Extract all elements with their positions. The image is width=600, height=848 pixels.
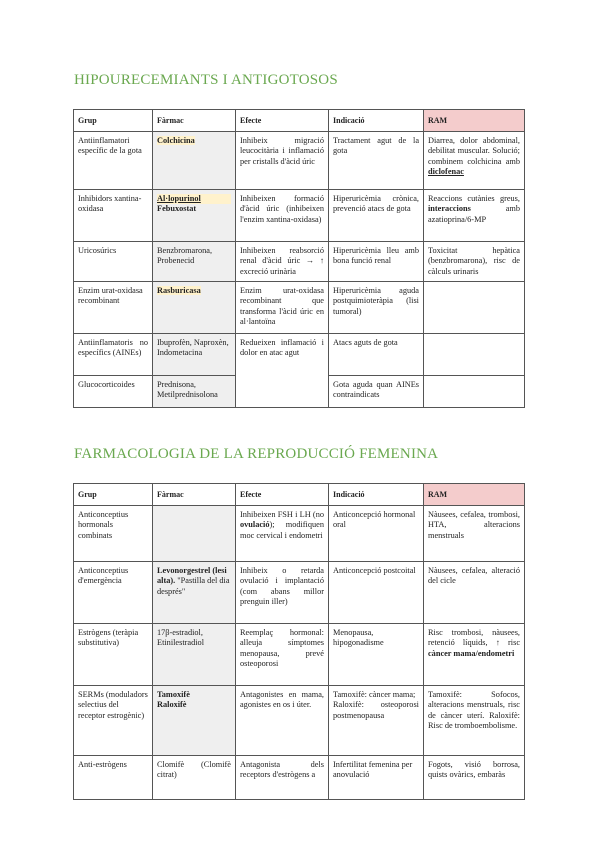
table-row <box>74 242 525 282</box>
cell-efecte: Inhibeixen formació d'àcid úric (inhibeixen l'enzim xantina-oxidasa) <box>236 190 329 242</box>
cell-grup: SERMs (moduladors selectius del receptor estrogènic) <box>74 686 153 756</box>
cell-farmac: Prednisona, Metilprednisolona <box>153 376 236 408</box>
cell-grup: Anti-estrògens <box>74 756 153 800</box>
drug-name: Levonorgestrel (lesi alta). <box>157 566 227 586</box>
cell-grup: Anticonceptius hormonals combinats <box>74 506 153 562</box>
ram-highlight: càncer mama/endometri <box>428 648 515 658</box>
table-row <box>74 190 525 242</box>
section-title-reproduccio: FARMACOLOGIA DE LA REPRODUCCIÓ FEMENINA <box>74 446 439 462</box>
table-row <box>74 686 525 756</box>
cell-indicacio: Hiperuricèmia crònica, prevenció atacs de gota <box>329 190 424 242</box>
header-ram: RAM <box>424 484 525 506</box>
cell-indicacio: Hiperuricèmia aguda postquimioteràpia (lisi tumoral) <box>329 282 424 334</box>
table-row <box>74 562 525 624</box>
cell-ram <box>424 334 525 376</box>
cell-efecte: Inhibeixen reabsorció renal d'àcid úric → ↑ excreció urinària <box>236 242 329 282</box>
cell-ram <box>424 132 525 190</box>
table-header-row <box>74 110 525 132</box>
header-efecte: Efecte <box>236 484 329 506</box>
cell-ram: Tamoxifè: Sofocos, alteracions menstruals, risc de càncer uterí. Raloxifè: Risc de tromboembolisme. <box>424 686 525 756</box>
drug-note: "Pastilla del dia després" <box>157 576 230 596</box>
header-ram: RAM <box>424 110 525 132</box>
cell-grup: Enzim urat-oxidasa recombinant <box>74 282 153 334</box>
cell-farmac <box>153 506 236 562</box>
indicacio-line: Raloxifè: osteoporosi postmenopausa <box>333 700 419 720</box>
table-header-row <box>74 484 525 506</box>
cell-grup: Inhibidors xantina-oxidasa <box>74 190 153 242</box>
cell-indicacio: Hiperuricèmia lleu amb bona funció renal <box>329 242 424 282</box>
drug-name: Al·lopurinol <box>157 194 231 204</box>
cell-efecte: Reemplaç hormonal: alleuja símptomes menopausa, prevé osteoporosi <box>236 624 329 686</box>
cell-ram: Fogots, visió borrosa, quists ovàrics, embaràs <box>424 756 525 800</box>
cell-ram <box>424 624 525 686</box>
indicacio-line: Tamoxifè: càncer mama; <box>333 690 416 699</box>
cell-indicacio: Menopausa, hipogonadisme <box>329 624 424 686</box>
ram-text: Diarrea, dolor abdominal, debilitat muscular. Solució; combinem colchicina amb <box>428 136 520 166</box>
header-grup: Grup <box>74 110 153 132</box>
cell-indicacio <box>329 686 424 756</box>
cell-indicacio: Gota aguda quan AINEs contraindicats <box>329 376 424 408</box>
cell-farmac <box>153 686 236 756</box>
cell-farmac <box>153 190 236 242</box>
table-reproduccio-femenina <box>73 483 525 800</box>
cell-indicacio: Anticoncepció postcoital <box>329 562 424 624</box>
cell-farmac <box>153 132 236 190</box>
header-efecte: Efecte <box>236 110 329 132</box>
table-row <box>74 506 525 562</box>
cell-efecte: Antagonistes en mama, agonistes en os i úter. <box>236 686 329 756</box>
efecte-highlight: ovulació <box>240 520 270 530</box>
drug-name: Raloxifè <box>157 700 187 710</box>
cell-efecte: Antagonista dels receptors d'estrògens a <box>236 756 329 800</box>
ram-text-end: amb azatioprina/6-MP <box>428 204 520 224</box>
header-grup: Grup <box>74 484 153 506</box>
cell-efecte: Inhibeix o retarda ovulació i implantació (com abans millor prenguin iller) <box>236 562 329 624</box>
efecte-text: Inhibeixen FSH i LH (no <box>240 510 324 519</box>
table-hipourecemiants <box>73 109 525 408</box>
cell-farmac: Clomifè (Clomifè citrat) <box>153 756 236 800</box>
cell-indicacio: Atacs aguts de gota <box>329 334 424 376</box>
table-row <box>74 282 525 334</box>
cell-grup: Glucocorticoides <box>74 376 153 408</box>
cell-indicacio: Tractament agut de la gota <box>329 132 424 190</box>
drug-name: Rasburicasa <box>157 286 201 295</box>
cell-indicacio: Infertilitat femenina per anovulació <box>329 756 424 800</box>
cell-ram: Nàusees, cefalea, alteració del cicle <box>424 562 525 624</box>
header-indicacio: Indicació <box>329 110 424 132</box>
cell-efecte <box>236 506 329 562</box>
table-row <box>74 624 525 686</box>
drug-name: Tamoxifè <box>157 690 190 699</box>
table-row <box>74 334 525 376</box>
header-farmac: Fàrmac <box>153 484 236 506</box>
cell-ram <box>424 376 525 408</box>
cell-ram: Nàusees, cefalea, trombosi, HTA, alteracions menstruals <box>424 506 525 562</box>
cell-farmac: Benzbromarona, Probenecid <box>153 242 236 282</box>
cell-ram: Toxicitat hepàtica (benzbromarona), risc de càlculs urinaris <box>424 242 525 282</box>
cell-efecte: Enzim urat-oxidasa recombinant que transforma l'àcid úric en al·lantoïna <box>236 282 329 334</box>
cell-grup: Anticonceptius d'emergència <box>74 562 153 624</box>
drug-name: Febuxostat <box>157 204 197 214</box>
cell-farmac <box>153 562 236 624</box>
cell-farmac: 17β-estradiol, Etinilestradiol <box>153 624 236 686</box>
efecte-text-end: ); modifiquen moc cervical i endometri <box>240 520 324 540</box>
cell-ram <box>424 190 525 242</box>
cell-grup: Antiinflamatoris no específics (AINEs) <box>74 334 153 376</box>
cell-efecte: Inhibeix migració leucocitària i inflamació per cristalls d'àcid úric <box>236 132 329 190</box>
cell-grup: Estrògens (teràpia substitutiva) <box>74 624 153 686</box>
cell-indicacio: Anticoncepció hormonal oral <box>329 506 424 562</box>
header-farmac: Fàrmac <box>153 110 236 132</box>
ram-text: Reaccions cutànies greus, <box>428 194 520 203</box>
header-indicacio: Indicació <box>329 484 424 506</box>
cell-ram <box>424 282 525 334</box>
table-row <box>74 132 525 190</box>
ram-highlight: diclofenac <box>428 167 464 177</box>
cell-farmac <box>153 282 236 334</box>
table-row <box>74 756 525 800</box>
cell-efecte-merged: Redueixen inflamació i dolor en atac agut <box>236 334 329 408</box>
ram-highlight: interaccions <box>428 204 471 214</box>
section-title-hipourecemiants: HIPOURECEMIANTS I ANTIGOTOSOS <box>74 72 338 88</box>
ram-text: Risc trombosi, nàusees, retenció líquids, ↑ risc <box>428 628 520 648</box>
cell-farmac: Ibuprofèn, Naproxèn, Indometacina <box>153 334 236 376</box>
drug-name: Colchicina <box>157 136 195 145</box>
cell-grup: Uricosúrics <box>74 242 153 282</box>
cell-grup: Antiinflamatori específic de la gota <box>74 132 153 190</box>
